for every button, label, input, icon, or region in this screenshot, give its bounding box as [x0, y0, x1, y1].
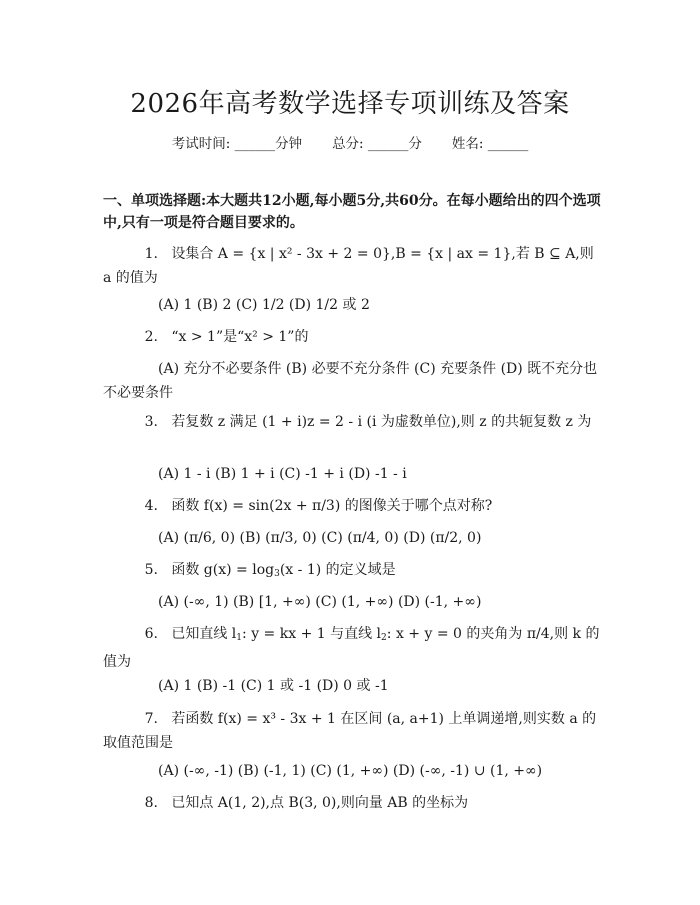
options-text: (A) (-∞, -1) (B) (-1, 1) (C) (1, +∞) (D) (-∞, -1) ∪ (1, +∞) — [158, 763, 543, 779]
question-2 — [103, 325, 603, 349]
question-stem-post: (x - 1) 的定义域是 — [279, 562, 396, 578]
question-stem-c: : x + y = 0 的夹角为 π/4,则 k 的值为 — [103, 626, 600, 670]
question-4 — [103, 494, 603, 518]
question-number: 1. — [144, 246, 158, 262]
question-6-options — [103, 674, 603, 698]
options-text: (A) 1 (B) 2 (C) 1/2 (D) 1/2 或 2 — [158, 297, 370, 313]
question-stem: “x > 1”是“x² > 1”的 — [171, 329, 309, 345]
question-stem-a: 已知直线 l — [171, 626, 237, 642]
score-unit: 分 — [408, 136, 422, 152]
question-3-options — [103, 462, 603, 486]
options-text: (A) 充分不必要条件 (B) 必要不充分条件 (C) 充要条件 (D) 既不充分也不必要条件 — [103, 361, 598, 401]
score-blank: ______ — [367, 136, 409, 152]
name-label: 姓名: — [451, 136, 484, 152]
time-unit: 分钟 — [275, 136, 303, 152]
page-title: 2026年高考数学选择专项训练及答案 — [130, 89, 570, 119]
question-stem: 若复数 z 满足 (1 + i)z = 2 - i (i 为虚数单位),则 z 的共轭复数 z 为 — [171, 414, 592, 430]
section-heading: 一、单项选择题:本大题共12小题,每小题5分,共60分。在每小题给出的四个选项中,只有一项是符合题目要求的。 — [103, 193, 601, 231]
name-blank: ______ — [487, 136, 529, 152]
question-stem: 设集合 A = {x | x² - 3x + 2 = 0},B = {x | ax = 1},若 B ⊆ A,则 a 的值为 — [103, 246, 594, 286]
time-blank: ______ — [234, 136, 276, 152]
question-number: 6. — [144, 626, 158, 642]
question-6 — [103, 622, 603, 674]
question-4-options — [103, 526, 603, 550]
options-text: (A) (-∞, 1) (B) [1, +∞) (C) (1, +∞) (D) (-1, +∞) — [158, 594, 482, 610]
question-stem-pre: 函数 g(x) = log — [171, 562, 275, 578]
line-subscript-2: 2 — [381, 633, 387, 643]
options-text: (A) 1 - i (B) 1 + i (C) -1 + i (D) -1 - i — [158, 466, 407, 482]
question-number: 7. — [144, 711, 158, 727]
question-number: 2. — [144, 329, 158, 345]
question-stem: 函数 f(x) = sin(2x + π/3) 的图像关于哪个点对称? — [171, 498, 493, 514]
question-1-options — [103, 293, 603, 317]
question-5-options — [103, 590, 603, 614]
question-stem: 若函数 f(x) = x³ - 3x + 1 在区间 (a, a+1) 上单调递增,则实数 a 的取值范围是 — [103, 711, 597, 751]
question-8 — [103, 791, 603, 815]
time-label: 考试时间: — [171, 136, 231, 152]
question-1 — [103, 242, 603, 290]
question-number: 8. — [144, 795, 158, 811]
line-subscript-1: 1 — [236, 633, 243, 643]
options-text: (A) (π/6, 0) (B) (π/3, 0) (C) (π/4, 0) (D) (π/2, 0) — [158, 530, 482, 546]
exam-info-line — [0, 132, 700, 152]
question-3 — [103, 410, 603, 434]
question-number: 5. — [144, 562, 158, 578]
question-number: 3. — [144, 414, 158, 430]
question-7 — [103, 707, 603, 755]
log-base: 3 — [274, 569, 280, 579]
question-stem: 已知点 A(1, 2),点 B(3, 0),则向量 AB 的坐标为 — [171, 795, 469, 811]
score-label: 总分: — [332, 136, 364, 152]
options-text: (A) 1 (B) -1 (C) 1 或 -1 (D) 0 或 -1 — [158, 678, 389, 694]
question-2-options — [103, 357, 603, 405]
question-7-options — [103, 759, 603, 783]
question-number: 4. — [144, 498, 158, 514]
question-stem-b: : y = kx + 1 与直线 l — [242, 626, 382, 642]
question-5 — [103, 558, 603, 586]
